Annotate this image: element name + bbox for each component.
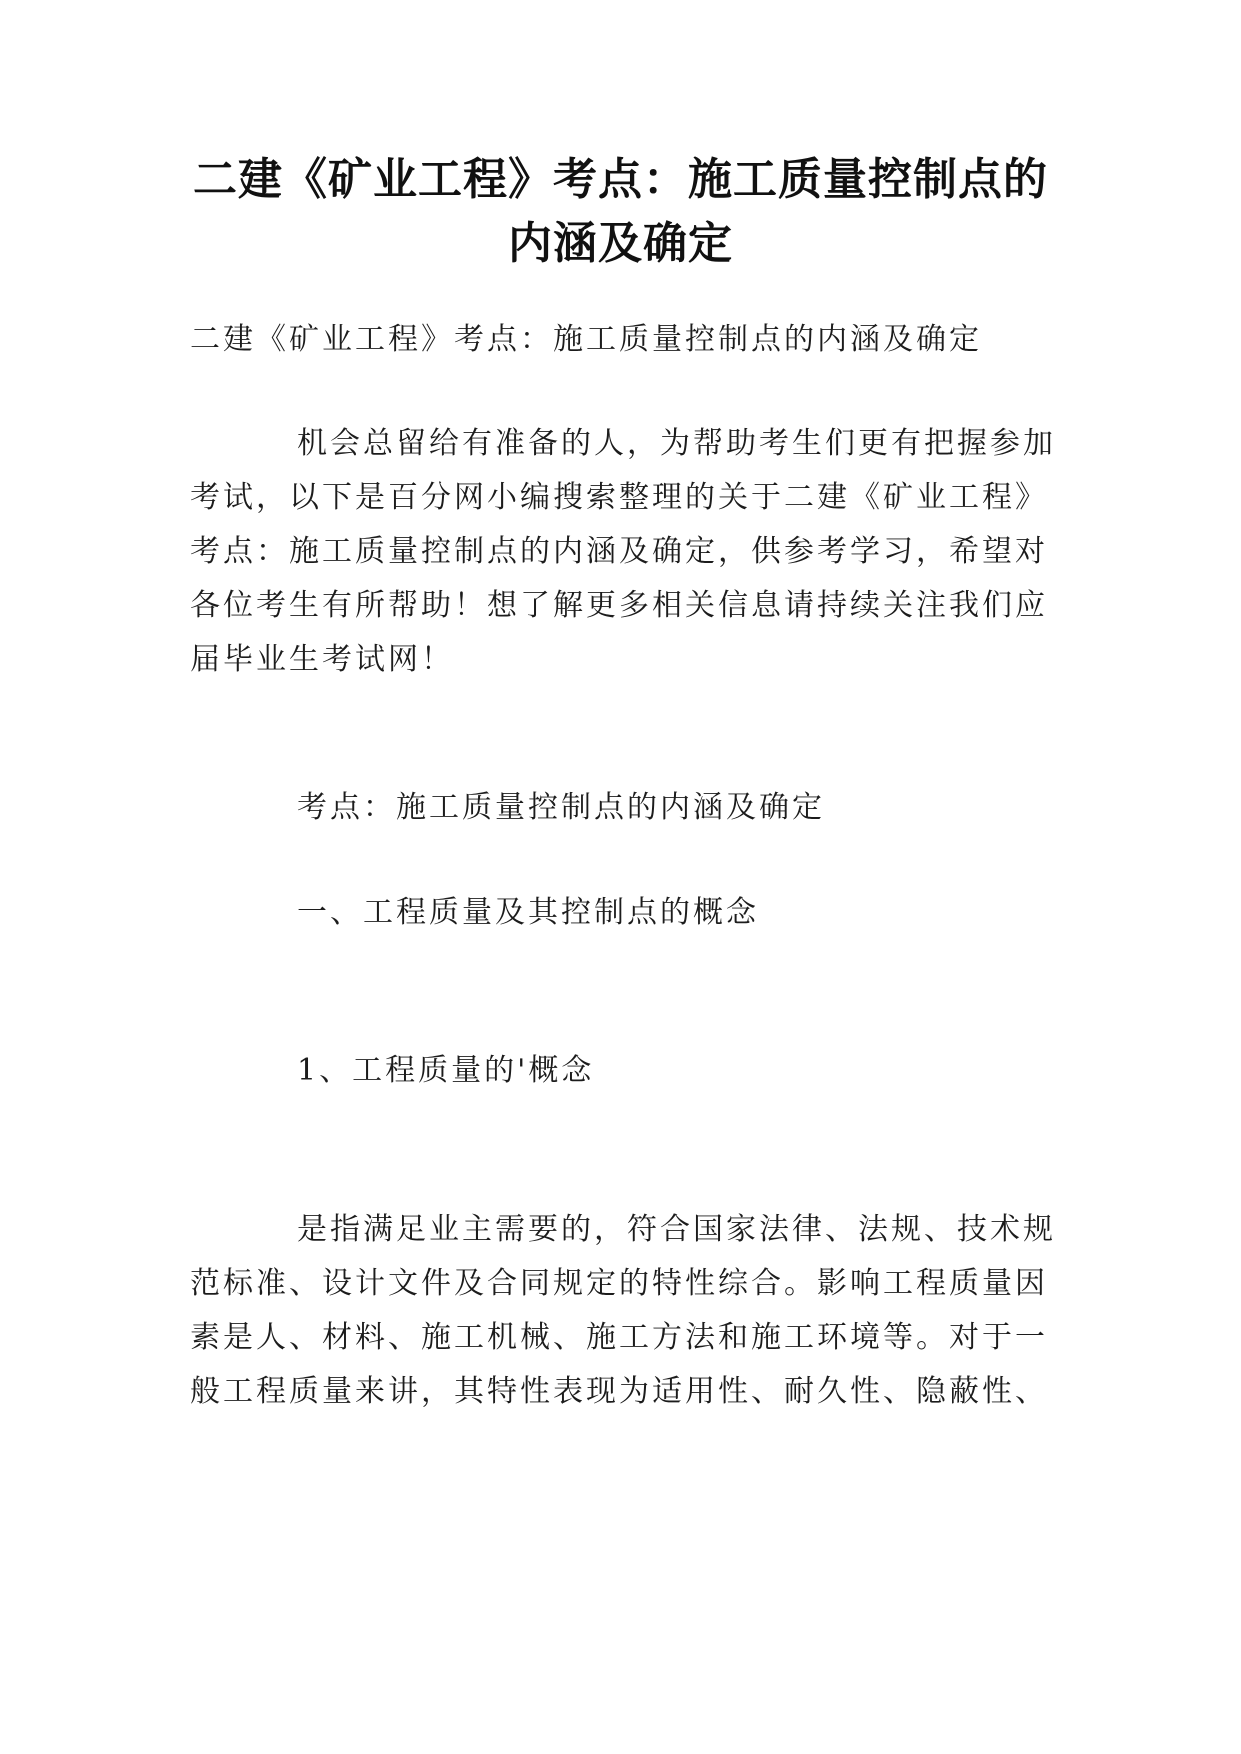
body-line-3: 素是人、材料、施工机械、施工方法和施工环境等。对于一	[190, 1320, 1048, 1355]
intro-line-3: 考点：施工质量控制点的内涵及确定，供参考学习，希望对	[190, 534, 1048, 569]
document-title	[150, 148, 1091, 276]
title-line-2: 内涵及确定	[508, 218, 733, 269]
heading-1: 一、工程质量及其控制点的概念	[297, 895, 759, 930]
intro-line-4: 各位考生有所帮助！想了解更多相关信息请持续关注我们应	[190, 588, 1048, 623]
body-line-2: 范标准、设计文件及合同规定的特性综合。影响工程质量因	[190, 1266, 1048, 1301]
heading-1-1: 1、工程质量的'概念	[297, 1053, 595, 1088]
intro-line-1: 机会总留给有准备的人，为帮助考生们更有把握参加	[297, 426, 1056, 461]
subtitle: 二建《矿业工程》考点：施工质量控制点的内涵及确定	[190, 322, 982, 357]
title-line-1: 二建《矿业工程》考点：施工质量控制点的	[193, 154, 1048, 205]
section-heading: 考点：施工质量控制点的内涵及确定	[297, 790, 825, 825]
body-line-1: 是指满足业主需要的，符合国家法律、法规、技术规	[297, 1212, 1056, 1247]
intro-line-2: 考试，以下是百分网小编搜索整理的关于二建《矿业工程》	[190, 480, 1048, 515]
intro-line-5: 届毕业生考试网！	[190, 642, 454, 677]
body-line-4: 般工程质量来讲，其特性表现为适用性、耐久性、隐蔽性、	[190, 1374, 1048, 1409]
